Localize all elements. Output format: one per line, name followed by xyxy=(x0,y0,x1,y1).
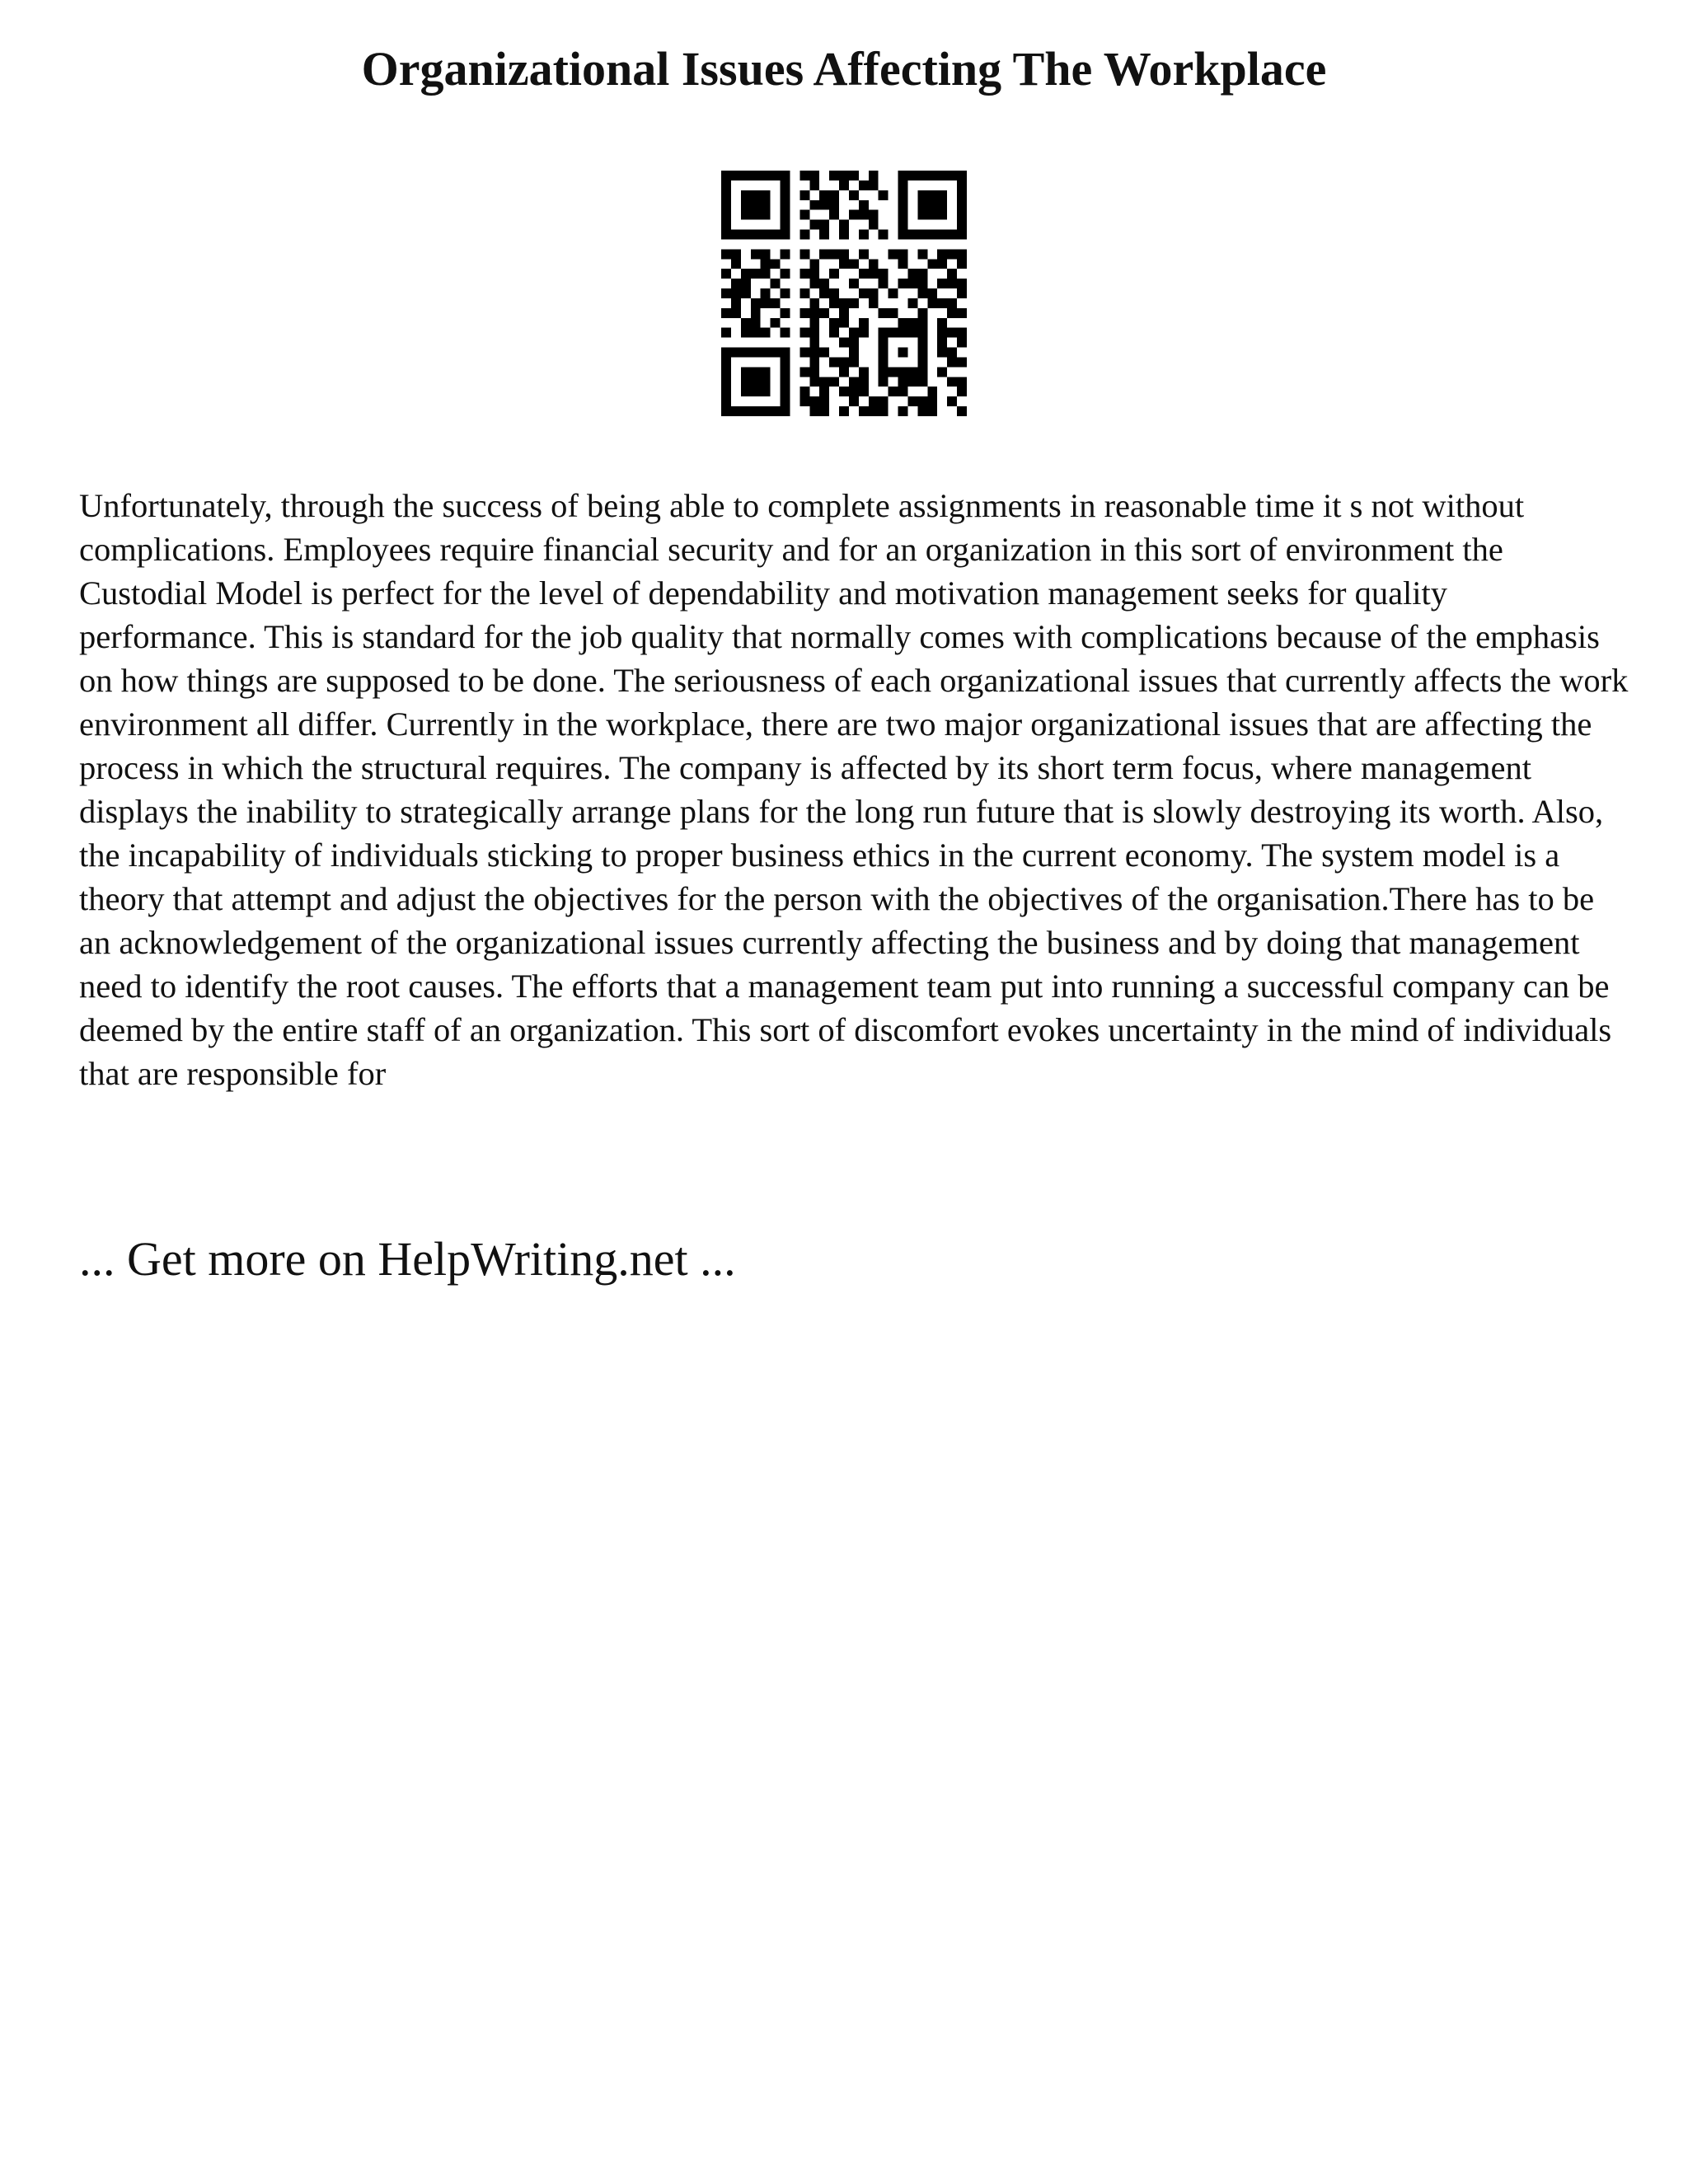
qr-code-icon xyxy=(721,171,967,416)
get-more-link[interactable]: ... Get more on HelpWriting.net ... xyxy=(79,1232,736,1286)
document-title: Organizational Issues Affecting The Workplace xyxy=(361,42,1327,96)
essay-body: Unfortunately, through the success of being able to complete assignments in reasonable time it s not without complications. Employees require financial security and for an organization in this sort of environment the Custodial Model is perfect for the level of dependability and motivation management seeks for quality performance. This is standard for the job quality that normally comes with complications because of the emphasis on how things are supposed to be done. The seriousness of each organizational issues that currently affects the work environment all differ. Currently in the workplace, there are two major organizational issues that are affecting the process in which the structural requires. The company is affected by its short term focus, where management displays the inability to strategically arrange plans for the long run future that is slowly destroying its worth. Also, the incapability of individuals sticking to proper business ethics in the current economy. The system model is a theory that attempt and adjust the objectives for the person with the objectives of the organisation.There has to be an acknowledgement of the organizational issues currently affecting the business and by doing that management need to identify the root causes. The efforts that a management team put into running a successful company can be deemed by the entire staff of an organization. This sort of discomfort evokes uncertainty in the mind of individuals that are responsible for xyxy=(79,487,1629,1092)
